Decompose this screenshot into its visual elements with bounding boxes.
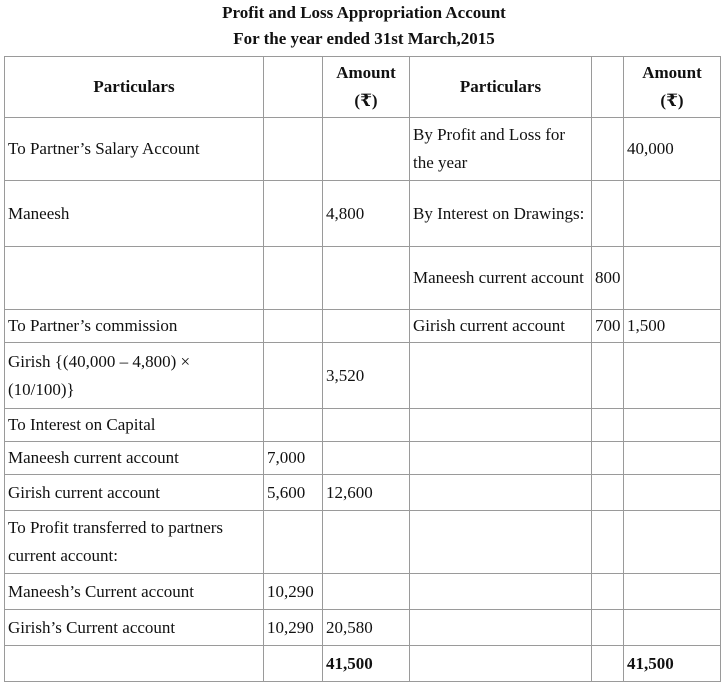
left-amount-cell: 4,800 <box>323 181 410 247</box>
right-sub-amount-cell <box>592 442 624 475</box>
left-amount-cell <box>323 574 410 610</box>
left-sub-amount-cell <box>264 511 323 574</box>
right-amount-cell <box>624 610 721 646</box>
left-sub-amount-cell <box>264 247 323 310</box>
right-sub-amount-cell <box>592 343 624 409</box>
table-body <box>5 118 721 682</box>
right-particulars-cell <box>410 475 592 511</box>
header-particulars-left: Particulars <box>5 57 264 118</box>
left-sub-amount-cell: 7,000 <box>264 442 323 475</box>
total-left-amount: 41,500 <box>323 646 410 682</box>
right-sub-amount-cell <box>592 181 624 247</box>
table-row <box>5 442 721 475</box>
right-amount-cell <box>624 574 721 610</box>
right-particulars-cell: By Interest on Drawings: <box>410 181 592 247</box>
right-amount-cell <box>624 343 721 409</box>
header-amount-left <box>323 57 410 118</box>
right-amount-cell <box>624 511 721 574</box>
left-particulars-cell <box>5 247 264 310</box>
left-sub-amount-cell <box>264 343 323 409</box>
table-row <box>5 475 721 511</box>
right-amount-cell <box>624 442 721 475</box>
right-particulars-cell <box>410 610 592 646</box>
table-row <box>5 247 721 310</box>
left-particulars-cell: To Partner’s commission <box>5 310 264 343</box>
left-particulars-cell: Maneesh’s Current account <box>5 574 264 610</box>
table-row <box>5 511 721 574</box>
totals-left-sub <box>264 646 323 682</box>
right-amount-cell <box>624 247 721 310</box>
left-particulars-cell: Girish current account <box>5 475 264 511</box>
right-particulars-cell <box>410 511 592 574</box>
header-amount-right-label: Amount <box>642 63 702 82</box>
table-row <box>5 409 721 442</box>
header-amount-right <box>624 57 721 118</box>
right-particulars-cell <box>410 442 592 475</box>
left-amount-cell: 20,580 <box>323 610 410 646</box>
left-amount-cell <box>323 247 410 310</box>
left-amount-cell: 3,520 <box>323 343 410 409</box>
right-amount-cell: 1,500 <box>624 310 721 343</box>
header-currency-left: (₹) <box>354 91 378 110</box>
header-amount-left-label: Amount <box>336 63 396 82</box>
left-sub-amount-cell <box>264 409 323 442</box>
left-amount-cell <box>323 442 410 475</box>
table-row <box>5 574 721 610</box>
left-amount-cell <box>323 310 410 343</box>
right-sub-amount-cell <box>592 511 624 574</box>
right-amount-cell <box>624 181 721 247</box>
right-sub-amount-cell: 800 <box>592 247 624 310</box>
left-particulars-cell: Girish’s Current account <box>5 610 264 646</box>
left-sub-amount-cell <box>264 181 323 247</box>
left-sub-amount-cell <box>264 310 323 343</box>
left-amount-cell <box>323 511 410 574</box>
right-particulars-cell: Maneesh current account <box>410 247 592 310</box>
right-particulars-cell <box>410 343 592 409</box>
header-empty-right <box>592 57 624 118</box>
left-amount-cell: 12,600 <box>323 475 410 511</box>
appropriation-table <box>4 56 721 682</box>
right-particulars-cell <box>410 409 592 442</box>
left-particulars-cell: Girish {(40,000 – 4,800) × (10/100)} <box>5 343 264 409</box>
right-particulars-cell: Girish current account <box>410 310 592 343</box>
right-sub-amount-cell <box>592 118 624 181</box>
left-particulars-cell: To Profit transferred to partners current account: <box>5 511 264 574</box>
totals-left-particulars <box>5 646 264 682</box>
left-sub-amount-cell: 5,600 <box>264 475 323 511</box>
header-particulars-right: Particulars <box>410 57 592 118</box>
left-sub-amount-cell: 10,290 <box>264 574 323 610</box>
right-amount-cell <box>624 409 721 442</box>
right-particulars-cell <box>410 574 592 610</box>
account-subtitle: For the year ended 31st March,2015 <box>233 29 495 48</box>
header-currency-right: (₹) <box>660 91 684 110</box>
table-row <box>5 610 721 646</box>
totals-row <box>5 646 721 682</box>
header-row <box>5 57 721 118</box>
table-row <box>5 181 721 247</box>
totals-right-particulars <box>410 646 592 682</box>
totals-right-sub <box>592 646 624 682</box>
table-row <box>5 310 721 343</box>
account-title: Profit and Loss Appropriation Account <box>222 3 506 22</box>
left-particulars-cell: To Interest on Capital <box>5 409 264 442</box>
right-sub-amount-cell <box>592 475 624 511</box>
left-sub-amount-cell <box>264 118 323 181</box>
left-amount-cell <box>323 409 410 442</box>
left-sub-amount-cell: 10,290 <box>264 610 323 646</box>
left-particulars-cell: Maneesh current account <box>5 442 264 475</box>
right-amount-cell: 40,000 <box>624 118 721 181</box>
right-amount-cell <box>624 475 721 511</box>
right-sub-amount-cell: 700 <box>592 310 624 343</box>
left-particulars-cell: To Partner’s Salary Account <box>5 118 264 181</box>
right-sub-amount-cell <box>592 409 624 442</box>
left-amount-cell <box>323 118 410 181</box>
right-sub-amount-cell <box>592 610 624 646</box>
total-right-amount: 41,500 <box>624 646 721 682</box>
table-row <box>5 343 721 409</box>
right-particulars-cell: By Profit and Loss for the year <box>410 118 592 181</box>
header-empty-left <box>264 57 323 118</box>
table-row <box>5 118 721 181</box>
left-particulars-cell: Maneesh <box>5 181 264 247</box>
right-sub-amount-cell <box>592 574 624 610</box>
